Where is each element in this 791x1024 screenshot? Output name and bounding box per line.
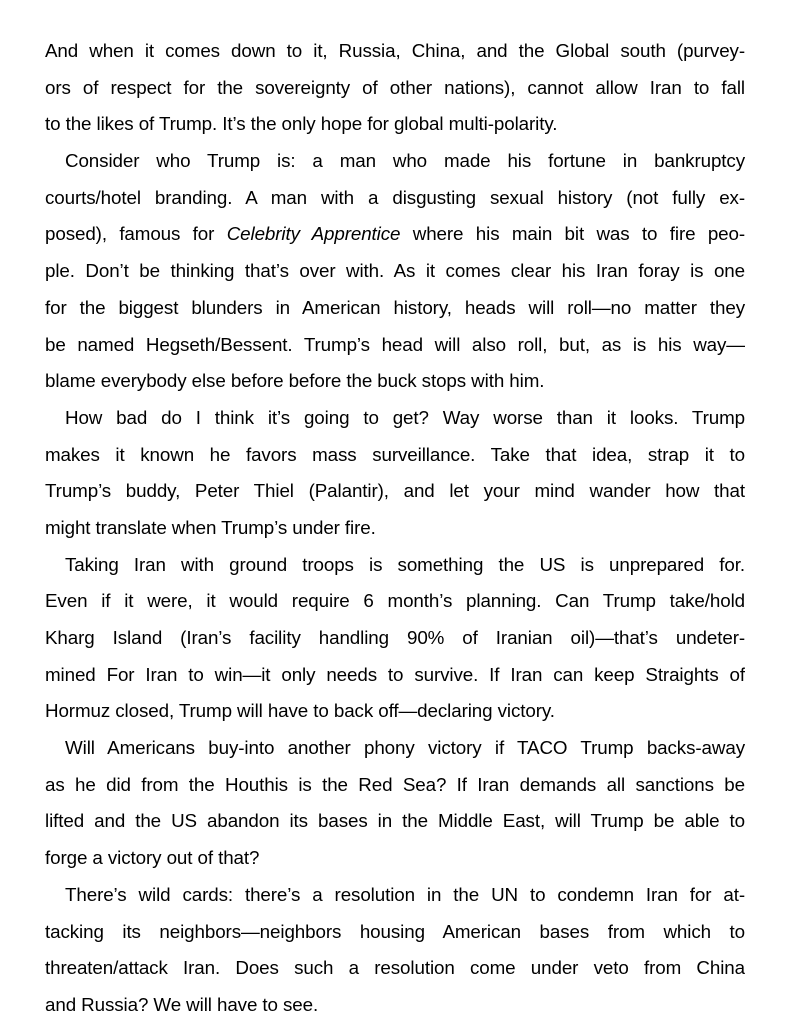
text-line: and Russia? We will have to see. <box>45 993 319 1015</box>
text-line: There’s wild cards: there’s a resolution in the UN to condemn Iran for at- <box>65 883 745 905</box>
text-line: courts/hotel branding. A man with a disgusting sexual history (not fully ex- <box>45 186 745 208</box>
text-line: for the biggest blunders in American history, heads will roll—no matter they <box>45 296 745 318</box>
text-line: ple. Don’t be thinking that’s over with. As it comes clear his Iran foray is one <box>45 260 745 282</box>
text-line: be named Hegseth/Bessent. Trump’s head will also roll, but, as is his way— <box>45 333 745 355</box>
text-line: Consider who Trump is: a man who made his fortune in bankruptcy <box>65 150 745 172</box>
text-line: blame everybody else before before the buck stops with him. <box>45 370 545 392</box>
text-line: to the likes of Trump. It’s the only hope for global multi-polarity. <box>45 113 558 135</box>
text-line: forge a victory out of that? <box>45 847 260 869</box>
text-line: Will Americans buy-into another phony victory if TACO Trump backs-away <box>65 737 745 759</box>
paragraph <box>45 877 745 1024</box>
text-line: And when it comes down to it, Russia, China, and the Global south (purvey- <box>45 40 745 61</box>
text-segment: posed), famous for <box>45 223 227 245</box>
text-line: might translate when Trump’s under fire. <box>45 516 376 538</box>
text-line: threaten/attack Iran. Does such a resolution come under veto from China <box>45 957 745 979</box>
paragraph <box>45 547 745 730</box>
text-line: ors of respect for the sovereignty of other nations), cannot allow Iran to fall <box>45 76 745 98</box>
text-line: lifted and the US abandon its bases in the Middle East, will Trump be able to <box>45 810 745 832</box>
text-line: How bad do I think it’s going to get? Way worse than it looks. Trump <box>65 406 745 428</box>
paragraph <box>45 400 745 547</box>
text-line <box>45 216 745 253</box>
text-line: Taking Iran with ground troops is something the US is unprepared for. <box>65 553 745 575</box>
text-line: tacking its neighbors—neighbors housing American bases from which to <box>45 920 745 942</box>
text-line: Even if it were, it would require 6 month’s planning. Can Trump take/hold <box>45 590 745 612</box>
text-line: mined For Iran to win—it only needs to survive. If Iran can keep Straights of <box>45 663 745 685</box>
text-line: Kharg Island (Iran’s facility handling 90% of Iranian oil)—that’s undeter- <box>45 627 745 648</box>
italic-show-title: Celebrity Apprentice <box>226 223 401 245</box>
text-line: Hormuz closed, Trump will have to back off—declaring victory. <box>45 700 555 722</box>
text-line: as he did from the Houthis is the Red Sea? If Iran demands all sanctions be <box>45 773 745 795</box>
paragraph <box>45 33 745 143</box>
text-segment: where his main bit was to fire peo- <box>400 223 745 245</box>
paragraph <box>45 143 745 400</box>
paragraph <box>45 730 745 877</box>
text-line: makes it known he favors mass surveillance. Take that idea, strap it to <box>45 443 745 465</box>
text-line: Trump’s buddy, Peter Thiel (Palantir), and let your mind wander how that <box>45 480 745 502</box>
